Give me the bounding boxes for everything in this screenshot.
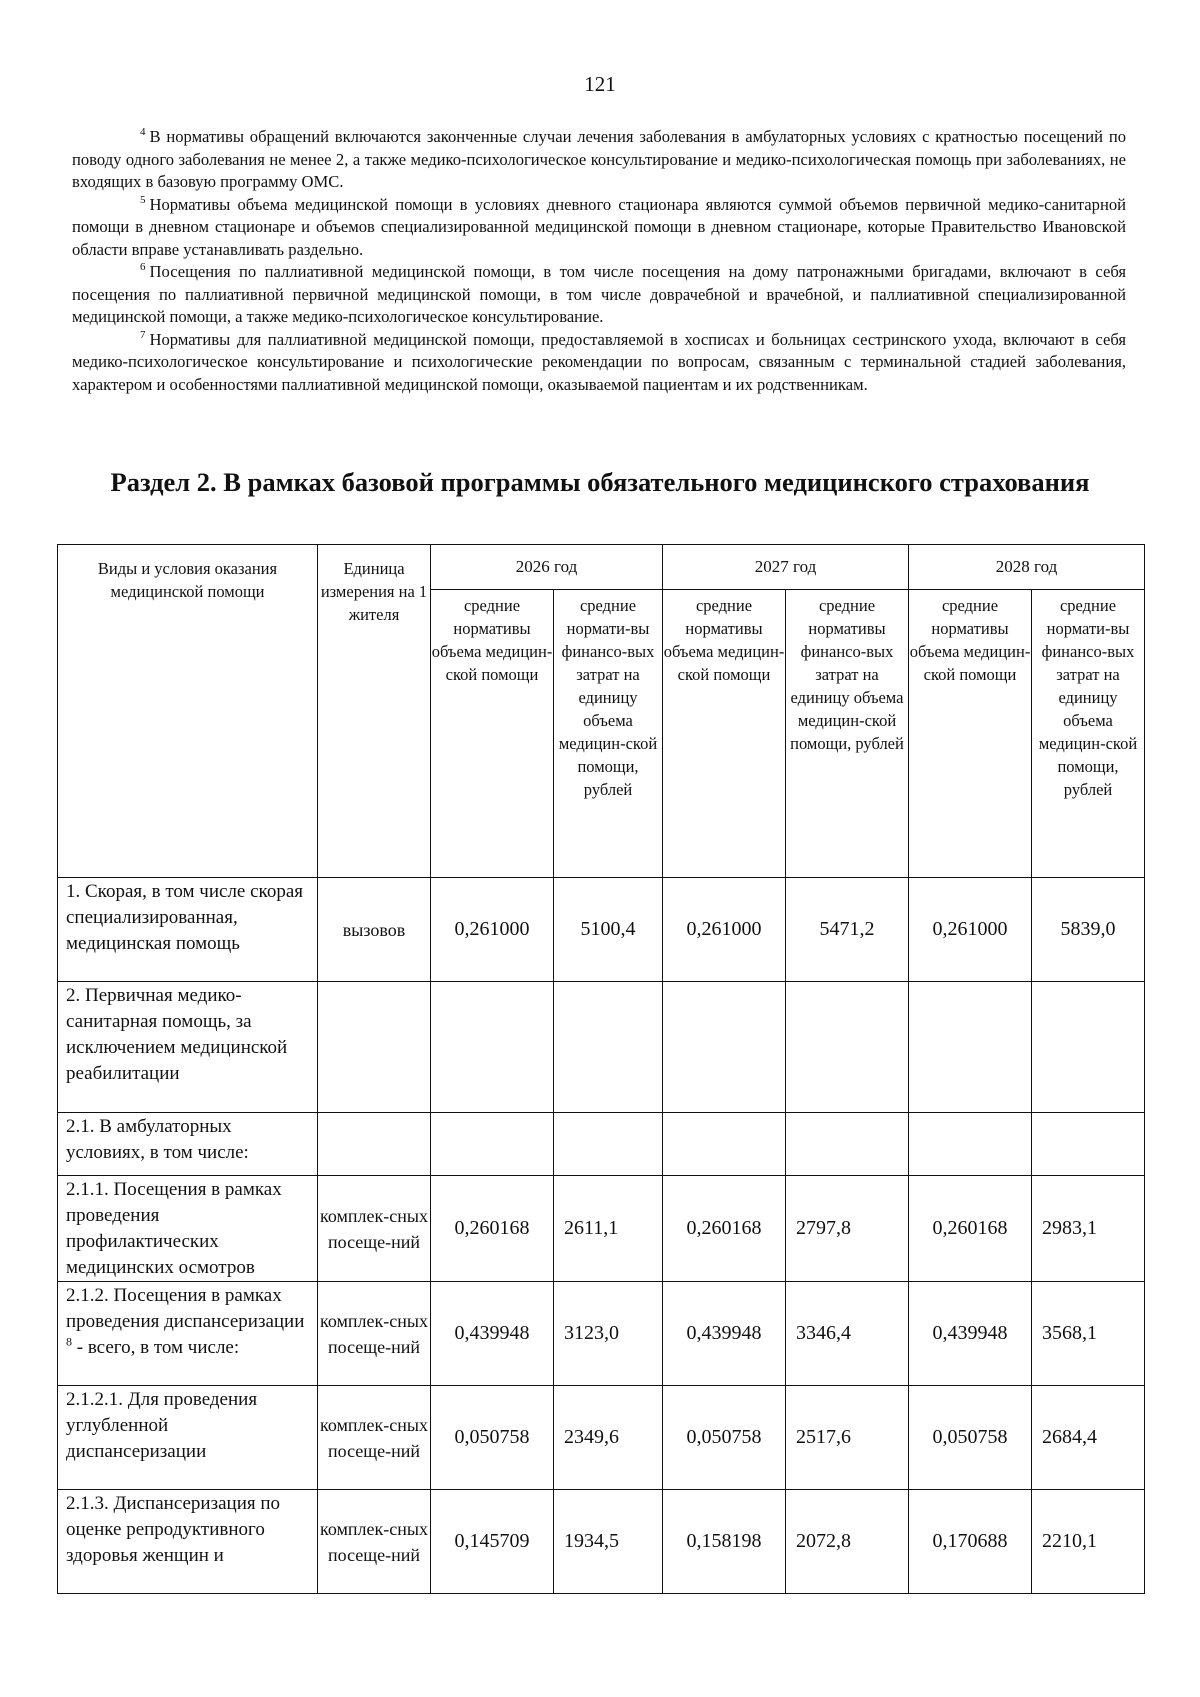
footnote [72, 126, 1126, 194]
value-cell: 0,170688 [909, 1490, 1032, 1594]
value-cell [431, 982, 554, 1113]
row-label: 1. Скорая, в том числе скорая специализированная, медицинская помощь [58, 878, 318, 982]
header-year: 2027 год [663, 545, 909, 590]
subheader-cell: средние нормативы объема медицин-ской помощи [431, 590, 554, 878]
subheader-cell: средние нормативы финансо-вых затрат на единицу объема медицин-ской помощи, рублей [786, 590, 909, 878]
value-cell: 0,260168 [909, 1176, 1032, 1282]
subheader-cell: средние нормативы объема медицин-ской помощи [663, 590, 786, 878]
row-label-text: - всего, в том числе: [72, 1337, 240, 1358]
table-row [58, 1490, 1145, 1594]
table-row [58, 982, 1145, 1113]
value-cell [1032, 982, 1145, 1113]
footnote [72, 261, 1126, 329]
value-cell: 5471,2 [786, 878, 909, 982]
unit-cell: комплек-сных посеще-ний [318, 1386, 431, 1490]
value-cell: 0,050758 [909, 1386, 1032, 1490]
value-cell: 5100,4 [554, 878, 663, 982]
value-cell [431, 1113, 554, 1176]
value-cell [786, 982, 909, 1113]
value-cell [909, 982, 1032, 1113]
footnote-text: В нормативы обращений включаются законченные случаи лечения заболевания в амбулаторных условиях с кратностью посещений по поводу одного заболевания не менее 2, а также медико-психологическое консультирование и медико-психологическая помощь при заболеваниях, не входящих в базовую программу ОМС. [72, 127, 1126, 191]
table-row [58, 1386, 1145, 1490]
header-care-type: Виды и условия оказания медицинской помощи [58, 545, 318, 878]
value-cell: 0,260168 [431, 1176, 554, 1282]
subheader-cell: средние нормативы объема медицин-ской помощи [909, 590, 1032, 878]
footnote-mark: 6 [140, 261, 146, 273]
value-cell: 2210,1 [1032, 1490, 1145, 1594]
header-unit: Единица измерения на 1 жителя [318, 545, 431, 878]
value-cell: 3123,0 [554, 1282, 663, 1386]
value-cell: 0,158198 [663, 1490, 786, 1594]
header-year: 2026 год [431, 545, 663, 590]
table-row [58, 1113, 1145, 1176]
row-label: 2.1.3. Диспансеризация по оценке репродуктивного здоровья женщин и [58, 1490, 318, 1594]
unit-cell [318, 982, 431, 1113]
value-cell: 2684,4 [1032, 1386, 1145, 1490]
value-cell: 2072,8 [786, 1490, 909, 1594]
unit-cell: комплек-сных посеще-ний [318, 1282, 431, 1386]
header-year: 2028 год [909, 545, 1145, 590]
section-title: Раздел 2. В рамках базовой программы обязательного медицинского страхования [110, 467, 1090, 497]
unit-cell [318, 1113, 431, 1176]
footnote-text: Нормативы объема медицинской помощи в условиях дневного стационара являются суммой объемов первичной медико-санитарной помощи в дневном стационаре и объемов специализированной медицинской помощи в дневном стационаре, которые Правительство Ивановской области вправе устанавливать раздельно. [72, 194, 1126, 259]
footnote-mark: 7 [140, 328, 146, 341]
value-cell: 3346,4 [786, 1282, 909, 1386]
footnote-text: Нормативы для паллиативной медицинской помощи, предоставляемой в хосписах и больницах сестринского ухода, включают в себя медико-психологическое консультирование и психологические рекомендации по вопросам, связанным с терминальной стадией заболевания, характером и особенностями паллиативной медицинской помощи, оказываемой пациентам и их родственникам. [72, 329, 1126, 394]
value-cell [554, 1113, 663, 1176]
value-cell [554, 982, 663, 1113]
row-label-text: 2.1.2. Посещения в рамках проведения диспансеризации [66, 1285, 305, 1332]
value-cell: 0,050758 [663, 1386, 786, 1490]
value-cell [1032, 1113, 1145, 1176]
value-cell [663, 982, 786, 1113]
footnote-ref: 8 [66, 1334, 72, 1349]
value-cell: 0,261000 [431, 878, 554, 982]
row-label: 2.1.1. Посещения в рамках проведения профилактических медицинских осмотров [58, 1176, 318, 1282]
value-cell: 0,439948 [909, 1282, 1032, 1386]
value-cell: 1934,5 [554, 1490, 663, 1594]
value-cell [909, 1113, 1032, 1176]
header-row [58, 545, 1145, 590]
value-cell: 0,439948 [431, 1282, 554, 1386]
row-label: 2.1.2.1. Для проведения углубленной диспансеризации [58, 1386, 318, 1490]
value-cell: 0,260168 [663, 1176, 786, 1282]
table-row [58, 1282, 1145, 1386]
value-cell [786, 1113, 909, 1176]
row-label: 2.1. В амбулаторных условиях, в том числе: [58, 1113, 318, 1176]
value-cell: 2611,1 [554, 1176, 663, 1282]
value-cell: 2517,6 [786, 1386, 909, 1490]
value-cell: 5839,0 [1032, 878, 1145, 982]
row-label [58, 1282, 318, 1386]
value-cell: 2349,6 [554, 1386, 663, 1490]
value-cell: 2797,8 [786, 1176, 909, 1282]
unit-cell: вызовов [318, 878, 431, 982]
footnote-text: Посещения по паллиативной медицинской помощи, в том числе посещения на дому патронажными бригадами, включают в себя посещения по паллиативной первичной медицинской помощи, в том числе доврачебной и врачебной, и паллиативной специализированной медицинской помощи, а также медико-психологическое консультирование. [72, 262, 1126, 326]
unit-cell: комплек-сных посеще-ний [318, 1176, 431, 1282]
value-cell: 3568,1 [1032, 1282, 1145, 1386]
footnote [72, 194, 1126, 262]
value-cell: 2983,1 [1032, 1176, 1145, 1282]
subheader-cell: средние нормати-вы финансо-вых затрат на единицу объема медицин-ской помощи, рублей [554, 590, 663, 878]
value-cell: 0,439948 [663, 1282, 786, 1386]
norms-table [57, 544, 1145, 1594]
page-number: 121 [584, 72, 616, 96]
row-label: 2. Первичная медико-санитарная помощь, за исключением медицинской реабилитации [58, 982, 318, 1113]
value-cell: 0,261000 [909, 878, 1032, 982]
table-row [58, 878, 1145, 982]
table-row [58, 1176, 1145, 1282]
footnote [72, 329, 1126, 397]
subheader-cell: средние нормати-вы финансо-вых затрат на единицу объема медицин-ской помощи, рублей [1032, 590, 1145, 878]
value-cell: 0,261000 [663, 878, 786, 982]
value-cell: 0,050758 [431, 1386, 554, 1490]
footnote-mark: 4 [140, 126, 146, 138]
footnote-mark: 5 [140, 193, 146, 206]
value-cell: 0,145709 [431, 1490, 554, 1594]
footnotes [72, 126, 1126, 396]
value-cell [663, 1113, 786, 1176]
unit-cell: комплек-сных посеще-ний [318, 1490, 431, 1594]
